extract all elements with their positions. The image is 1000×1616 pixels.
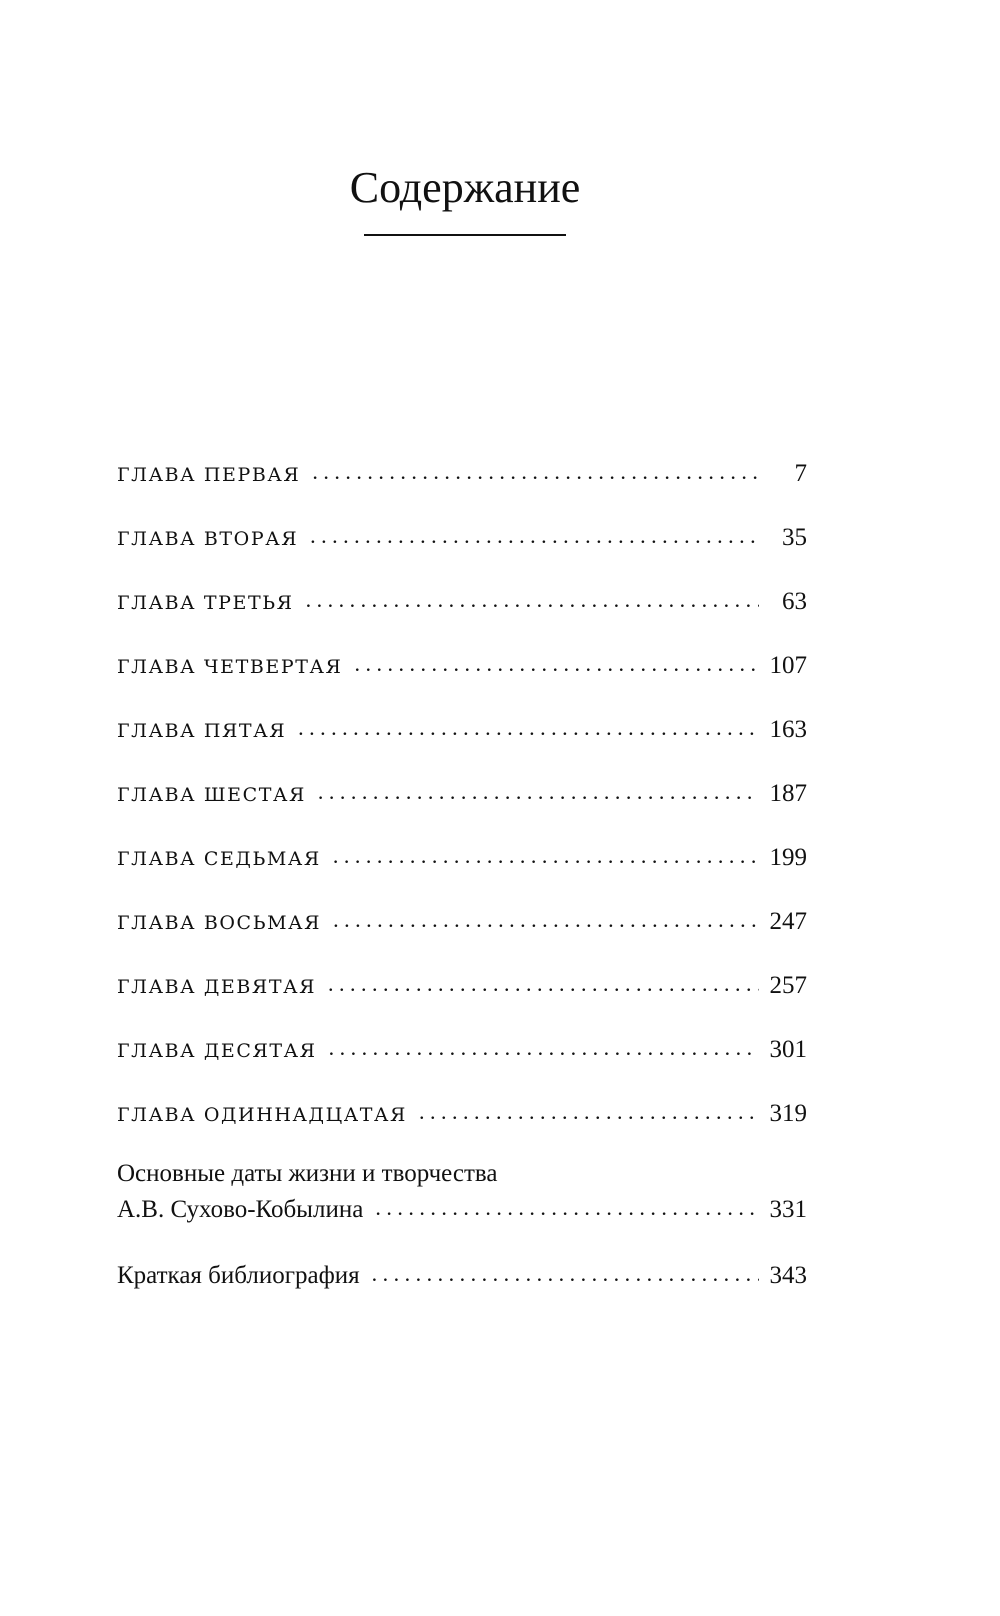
toc-entry[interactable] [117,588,807,622]
entry-page-number: 63 [782,588,807,615]
entry-label: А.В. Сухово-Кобылина [117,1196,364,1223]
dot-leader [310,523,759,549]
entry-page-number: 7 [794,460,807,487]
entry-page-number: 163 [769,716,807,743]
entry-label: ГЛАВА ТРЕТЬЯ [117,592,294,614]
entry-label: ГЛАВА ВОСЬМАЯ [117,912,322,934]
dot-leader [419,1099,759,1125]
entry-page-number: 319 [769,1100,807,1127]
dot-leader [328,971,759,997]
entry-page-number: 187 [769,780,807,807]
dot-leader [298,715,759,741]
toc-entry[interactable] [117,844,807,878]
entry-label: ГЛАВА ЧЕТВЕРТАЯ [117,656,343,678]
toc-entry[interactable] [117,908,807,942]
entry-page-number: 107 [769,652,807,679]
entry-label: ГЛАВА ШЕСТАЯ [117,784,306,806]
entry-label: ГЛАВА ВТОРАЯ [117,528,299,550]
entry-label: ГЛАВА ОДИННАДЦАТАЯ [117,1104,407,1126]
toc-entry[interactable] [117,780,807,814]
toc-entry[interactable] [117,1036,807,1070]
entry-page-number: 199 [769,844,807,871]
dot-leader [306,587,759,613]
toc-entry[interactable] [117,460,807,494]
entry-label: ГЛАВА ПЕРВАЯ [117,464,301,486]
entry-page-number: 35 [782,524,807,551]
toc-entry[interactable] [117,652,807,686]
entry-label: ГЛАВА ДЕСЯТАЯ [117,1040,317,1062]
dot-leader [329,1035,759,1061]
entry-label: ГЛАВА ДЕВЯТАЯ [117,976,317,998]
entry-page-number: 343 [769,1262,807,1289]
toc-entry-appendix[interactable] [117,1196,807,1230]
entry-label: Краткая библиография [117,1262,360,1289]
entry-label: ГЛАВА ПЯТАЯ [117,720,287,742]
appendix-label-line1[interactable]: Основные даты жизни и творчества [117,1160,498,1187]
dot-leader [375,1195,759,1221]
toc-entry[interactable] [117,524,807,558]
page-title: Содержание [349,163,581,212]
entry-label: ГЛАВА СЕДЬМАЯ [117,848,321,870]
toc-entry-appendix[interactable] [117,1262,807,1296]
entry-page-number: 247 [769,908,807,935]
dot-leader [333,907,759,933]
toc-entry[interactable] [117,1100,807,1134]
dot-leader [312,459,759,485]
entry-page-number: 301 [769,1036,807,1063]
title-rule [364,234,566,236]
dot-leader [354,651,759,677]
entry-page-number: 331 [769,1196,807,1223]
entry-page-number: 257 [769,972,807,999]
dot-leader [318,779,759,805]
dot-leader [372,1261,759,1287]
dot-leader [333,843,759,869]
toc-entry[interactable] [117,972,807,1006]
toc-entry[interactable] [117,716,807,750]
